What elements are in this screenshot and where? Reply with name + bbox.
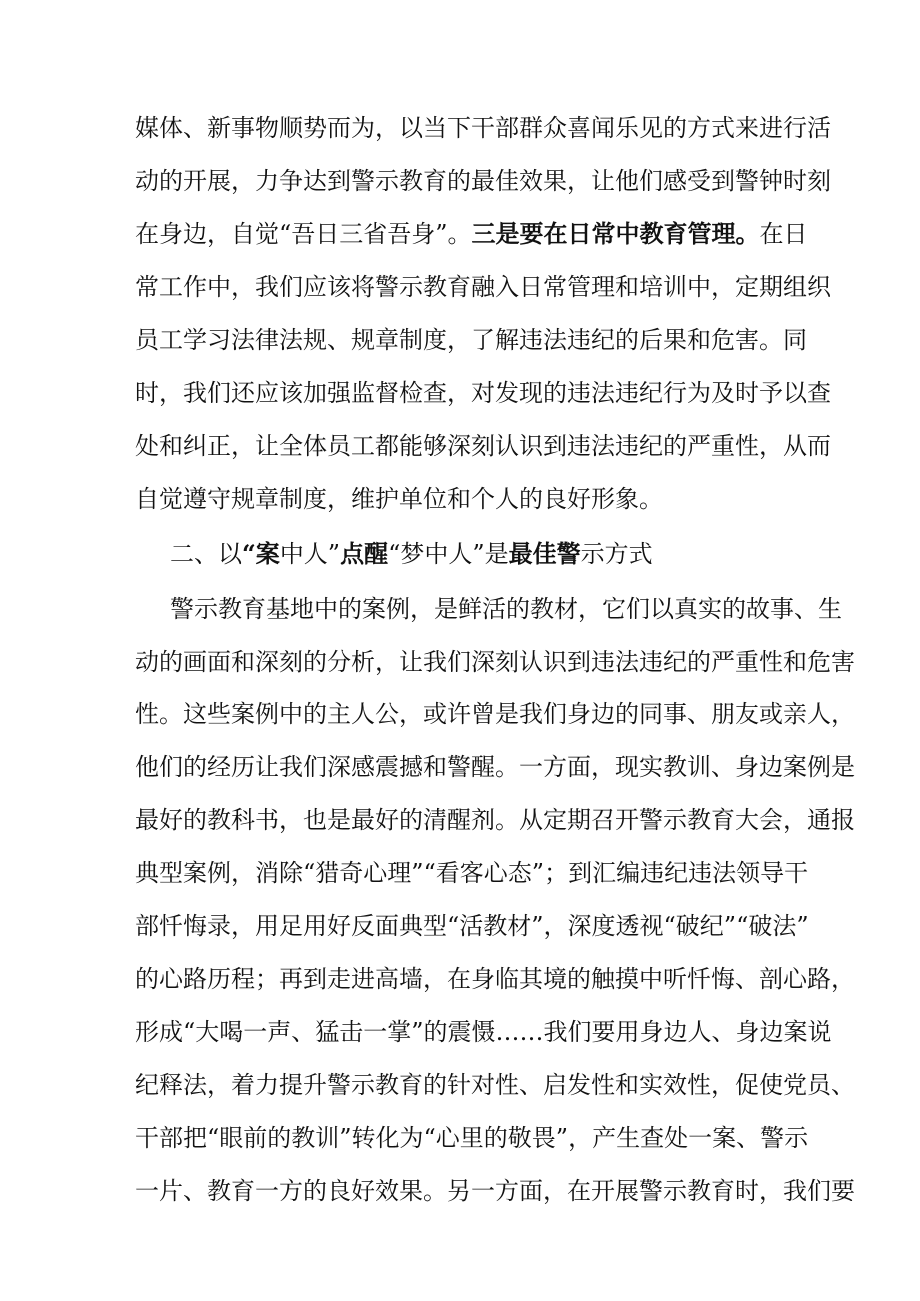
text-span: 在身边，自觉“吾日三省吾身”。 (135, 220, 472, 248)
bold-phrase: 最佳警 (508, 539, 581, 568)
paragraph-line: 动的画面和深刻的分析，让我们深刻认识到违法违纪的严重性和危害 (135, 648, 855, 676)
section-heading (170, 537, 785, 571)
paragraph-line: 媒体、新事物顺势而为，以当下干部群众喜闻乐见的方式来进行活 (135, 114, 831, 142)
paragraph-line: 警示教育基地中的案例，是鲜活的教材，它们以真实的故事、生 (170, 595, 842, 623)
paragraph-line: 他们的经历让我们深感震撼和警醒。一方面，现实教训、身边案例是 (135, 753, 855, 781)
paragraph-line: 纪释法，着力提升警示教育的针对性、启发性和实效性，促使党员、 (135, 1071, 855, 1099)
paragraph-line: 常工作中，我们应该将警示教育融入日常管理和培训中，定期组织 (135, 273, 831, 301)
paragraph-line: 一片、教育一方的良好效果。另一方面，在开展警示教育时，我们要 (135, 1177, 855, 1205)
paragraph-line: 的心路历程；再到走进高墙，在身临其境的触摸中听忏悔、剖心路， (135, 965, 855, 993)
paragraph-line: 部忏悔录，用足用好反面典型“活教材”，深度透视“破纪”“破法” (135, 912, 809, 940)
text-span: 示方式 (580, 540, 653, 568)
paragraph-line: 动的开展，力争达到警示教育的最佳效果，让他们感受到警钟时刻 (135, 167, 831, 195)
paragraph-line: 干部把“眼前的教训”转化为“心里的敬畏”，产生查处一案、警示 (135, 1124, 809, 1152)
text-span: 在日 (759, 220, 808, 248)
text-span: 中人” (279, 540, 341, 568)
paragraph-line: 处和纠正，让全体员工都能够深刻认识到违法违纪的严重性，从而 (135, 432, 831, 460)
paragraph-line: 典型案例，消除“猎奇心理”“看客心态”；到汇编违纪违法领导干 (135, 859, 809, 887)
paragraph-line: 形成“大喝一声、猛击一掌”的震慑……我们要用身边人、身边案说 (135, 1018, 832, 1046)
paragraph-line: 自觉遵守规章制度，维护单位和个人的良好形象。 (135, 485, 663, 513)
bold-phrase: 三是要在日常中教育管理。 (471, 219, 760, 248)
text-span: “梦中人”是 (388, 540, 509, 568)
bold-phrase: 点醒 (340, 539, 389, 568)
paragraph-line: 性。这些案例中的主人公，或许曾是我们身边的同事、朋友或亲人， (135, 700, 855, 728)
paragraph-line: 时，我们还应该加强监督检查，对发现的违法违纪行为及时予以查 (135, 379, 831, 407)
paragraph-line: 员工学习法律法规、规章制度，了解违法违纪的后果和危害。同 (135, 326, 807, 354)
bold-phrase: “案 (242, 539, 280, 568)
paragraph-line (135, 217, 808, 251)
text-span: 二、以 (170, 540, 242, 568)
paragraph-line: 最好的教科书，也是最好的清醒剂。从定期召开警示教育大会，通报 (135, 806, 855, 834)
